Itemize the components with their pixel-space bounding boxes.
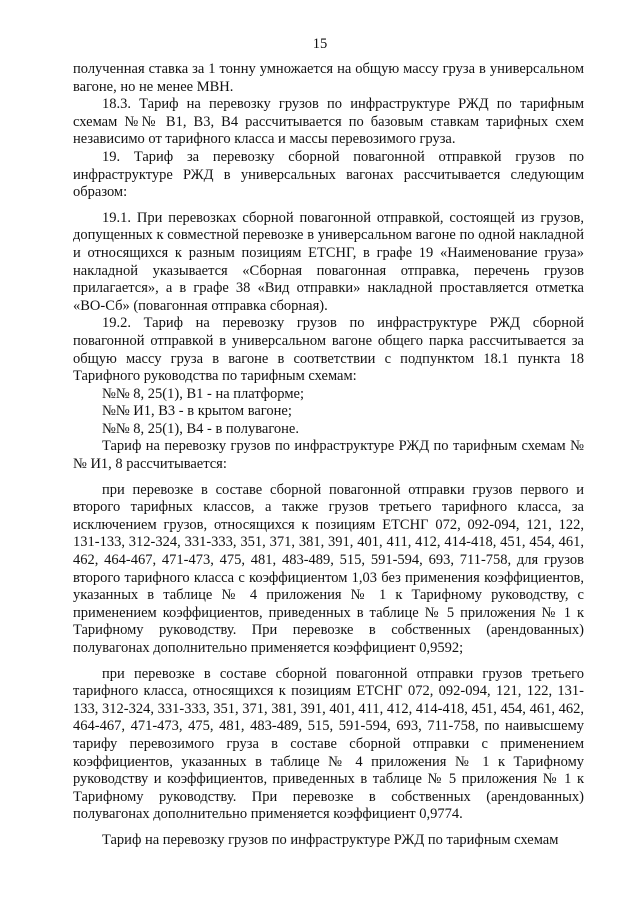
paragraph-19: 19. Тариф за перевозку сборной повагонной отправкой грузов по инфраструктуре РЖД в универсальных вагонах рассчитывается следующим образом: — [73, 148, 584, 201]
list-item-platform: №№ 8, 25(1), В1 - на платформе; — [102, 385, 304, 402]
paragraph-third-class: при перевозке в составе сборной повагонной отправки грузов третьего тарифного класса, относящихся к позициям ЕТСНГ 072, 092-094, 121, 122, 131-133, 312-324, 331-333, 351, 371, 381, 391, 401, 411, 412, 414-418, 451, 454, 461, 462, 464-467, 471-473, 475, 481, 483-489, 515, 591-594, 693, 711-758, по наивысшему тарифу перевозимого груза в составе сборной отправки с применением коэффициентов, указанных в таблице № 4 приложения № 1 к Тарифному руководству и коэффициентов, приведенных в таблице № 5 приложения № 1 к Тарифному руководству. При перевозке в собственных (арендованных) полувагонах дополнительно применяется коэффициент 0,9774. — [73, 665, 584, 823]
document-body — [73, 61, 584, 850]
paragraph-tariff-i1-8: Тариф на перевозку грузов по инфраструктуре РЖД по тарифным схемам №№ И1, 8 рассчитывается: — [73, 438, 584, 473]
list-item-covered-wagon: №№ И1, В3 - в крытом вагоне; — [102, 403, 292, 420]
paragraph-19-1: 19.1. При перевозках сборной повагонной отправкой, состоящей из грузов, допущенных к совместной перевозке в универсальном вагоне по одной накладной и относящихся к разным позициям ЕТСНГ, в графе 19 «Наименование груза» накладной указывается «Сборная повагонная отправка, перечень грузов прилагается», а в графе 38 «Вид отправки» накладной проставляется отметка «ВО-Сб» (повагонная отправка сборная). — [73, 209, 584, 314]
list-item-gondola: №№ 8, 25(1), В4 - в полувагоне. — [102, 420, 299, 437]
page-number: 15 — [312, 36, 328, 52]
paragraph-continuation: полученная ставка за 1 тонну умножается на общую массу груза в универсальном вагоне, но не менее МВН. — [73, 61, 584, 95]
paragraph-tariff-continued: Тариф на перевозку грузов по инфраструктуре РЖД по тарифным схемам — [102, 831, 559, 848]
paragraph-first-second-class: при перевозке в составе сборной повагонной отправки грузов первого и второго тарифных классов, а также грузов третьего тарифного класса, за исключением грузов, относящихся к позициям ЕТСНГ 072, 092-094, 121, 122, 131-133, 312-324, 331-333, 351, 371, 381, 391, 401, 411, 412, 414-418, 451, 454, 461, 462, 464-467, 471-473, 475, 481, 483-489, 515, 591-594, 693, 711-758, для грузов второго тарифного класса с коэффициентом 1,03 без применения коэффициентов, указанных в таблице № 4 приложения № 1 к Тарифному руководству, с применением коэффициентов, приведенных в таблице № 5 приложения № 1 к Тарифному руководству. При перевозке в собственных (арендованных) полувагонах дополнительно применяется коэффициент 0,9592; — [73, 481, 584, 656]
paragraph-19-2: 19.2. Тариф на перевозку грузов по инфраструктуре РЖД сборной повагонной отправкой в универсальном вагоне общего парка рассчитывается за общую массу груза в вагоне в соответствии с подпунктом 18.1 пункта 18 Тарифного руководства по тарифным схемам: — [73, 315, 584, 385]
paragraph-18-3: 18.3. Тариф на перевозку грузов по инфраструктуре РЖД по тарифным схемам №№ В1, В3, В4 рассчитывается по базовым ставкам тарифных схем независимо от тарифного класса и массы перевозимого груза. — [73, 96, 584, 148]
